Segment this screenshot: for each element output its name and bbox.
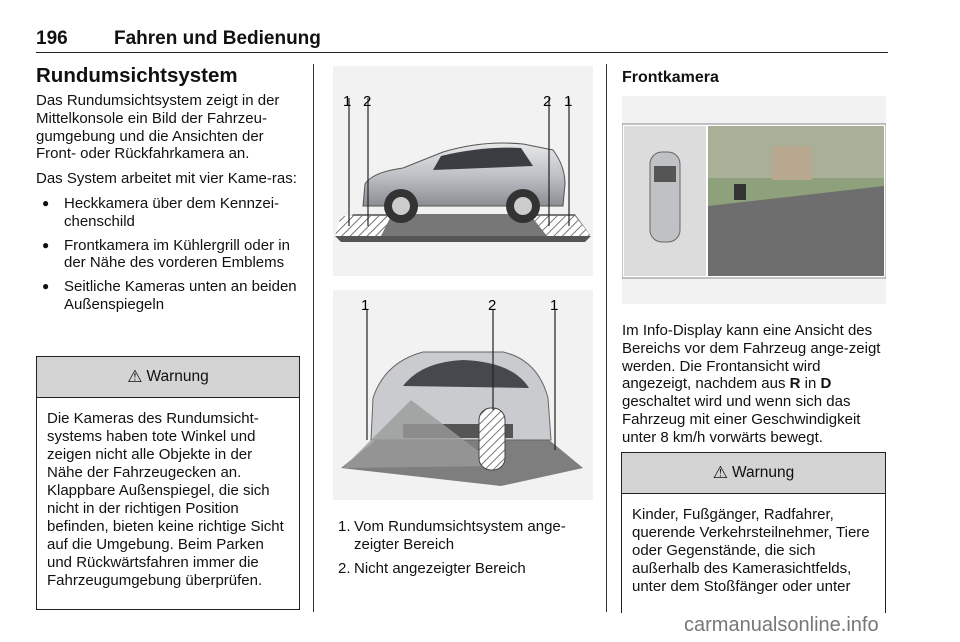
callout-label: 1 [361,297,370,314]
right-column [622,64,888,88]
blind-zone [479,408,505,470]
list-item [338,560,594,578]
callout-label: 1 [343,93,352,110]
legend-number: 1. [338,518,351,535]
car-top-view [650,152,680,242]
house [772,146,812,180]
left-column [36,64,298,320]
list-item: ● Seitliche Kameras unten an beiden Außenspiegeln [36,278,298,314]
list-item: ● Frontkamera im Kühlergrill oder in der Nähe des vorderen Emblems [36,237,298,273]
list-item: ● Heckkamera über dem Kennzei-chenschild [36,195,298,231]
callout-label: 1 [564,93,573,110]
figure-legend [338,518,594,583]
warning-box-left [36,356,300,610]
page-number: 196 [36,28,68,49]
callout-label: 2 [488,297,497,314]
cameras-paragraph: Das System arbeitet mit vier Kame-ras: [36,170,297,188]
section-title: Rundumsichtsystem [36,64,238,87]
warning-header [37,357,299,398]
callout-label: 2 [363,93,372,110]
intro-paragraph: Das Rundumsichtsystem zeigt in der Mittelkonsole ein Bild der Fahrzeu-gumgebung und die Ansichten der Front- oder Rückfahrkamera an. [36,92,280,163]
warning-title: Warnung [146,368,209,385]
gear-d: D [820,375,832,393]
warning-title: Warnung [731,464,795,481]
legend-text: Vom Rundumsichtsystem ange-zeigter Bereich [354,518,566,553]
trash-bin [734,184,746,200]
camera-list [36,195,298,314]
callout-label: 1 [550,297,559,314]
warning-text: Die Kameras des Rundumsicht-systems haben tote Winkel und zeigen nicht alle Objekte in der Nähe der Fahrzeugecken an. Klappbare Außenspiegel, die sich nicht in der richtigen Position befinden, bieten keine richtige Sicht auf die Umgebung. Beim Parken und Rückwärtsfahren immer die Fahrzeugumgebung überprüfen. [47,410,284,589]
warning-triangle-icon: ⚠ [127,367,143,386]
chapter-title: Fahren und Bedienung [114,28,321,49]
section-title: Frontkamera [622,69,719,86]
warning-triangle-icon: ⚠ [712,463,728,482]
legend-number: 2. [338,559,351,577]
legend-text: Nicht angezeigter Bereich [354,559,526,577]
page-header [36,28,888,53]
front-camera-text: Im Info-Display kann eine Ansicht des Bereichs vor dem Fahrzeug ange-zeigt werden. Die Frontansicht wird angezeigt, nachdem aus R in D geschaltet wird und wenn sich das Fahrzeug mit einer Geschwindigkeit unter 8 km/h vorwärts bewegt. [622,322,881,446]
side-view-figure [333,66,593,276]
column-divider-left [313,64,314,612]
ground-edge [335,236,591,242]
warning-box-right [621,452,886,613]
column-divider-right [606,64,607,612]
front-view-figure [333,290,593,500]
callout-label: 2 [543,93,552,110]
list-item [338,518,594,554]
watermark: carmanualsonline.info [684,614,879,636]
front-camera-figure [622,96,886,304]
warning-text: Kinder, Fußgänger, Radfahrer, querende Verkehrsteilnehmer, Tiere oder Gegenstände, die sich außerhalb des Kamerasichtfelds, unter dem Stoßfänger oder unter [632,506,870,595]
gear-r: R [789,375,801,393]
warning-header [622,453,885,494]
